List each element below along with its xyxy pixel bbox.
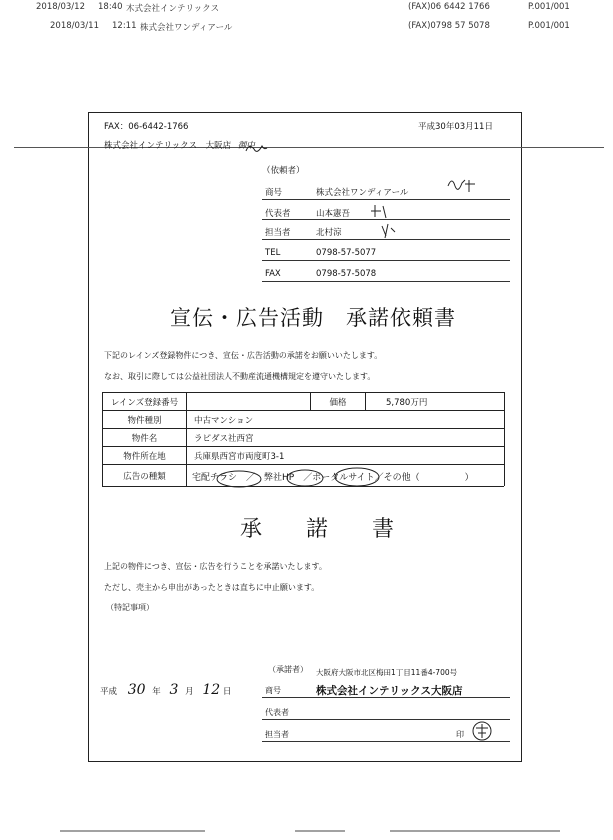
fax-header-date: 2018/03/12 <box>36 2 85 12</box>
consent-date-era: 平成 <box>100 687 118 697</box>
price-label: 価格 <box>329 398 347 408</box>
table-border <box>102 446 504 447</box>
addressee <box>104 139 255 151</box>
consent-date-month-unit: 月 <box>185 687 194 697</box>
consent-date-month: 3 <box>169 682 179 698</box>
property-type-value: 中古マンション <box>194 416 254 426</box>
underline <box>262 719 510 720</box>
price-value: 5,780万円 <box>386 398 428 408</box>
requester-label-fax: FAX <box>265 269 281 279</box>
document-title: 宣伝・広告活動 承諾依頼書 <box>170 306 456 330</box>
fax-header-page: P.001/001 <box>528 21 570 31</box>
underline <box>262 260 510 261</box>
requester-fax: 0798-57-5078 <box>316 269 377 279</box>
fax-header-sender: 株式会社ワンディアール <box>140 23 233 33</box>
underline <box>262 281 510 282</box>
requester-label-tel: TEL <box>265 248 281 258</box>
table-border <box>504 392 505 486</box>
underline <box>262 199 510 200</box>
consenter-company: 株式会社インテリックス大阪店 <box>316 685 463 697</box>
addressee-name: 株式会社インテリックス 大阪店 <box>104 141 232 151</box>
consenter-heading: （承諾者） <box>268 665 308 674</box>
consent-date-day: 12 <box>202 682 221 698</box>
ad-type-options: 宅配チラシ ／ 弊社HP ／ポータルサイト／その他（ ） <box>192 473 474 483</box>
property-name-value: ラピダス社西宮 <box>194 434 254 444</box>
document-date: 平成30年03月11日 <box>418 122 493 132</box>
consenter-company-label: 商号 <box>265 686 281 695</box>
table-border <box>186 392 187 486</box>
special-note: （特記事項） <box>106 603 154 612</box>
fax-header-sender: 木式会社インテリックス <box>126 4 220 14</box>
requester-heading: （依頼者） <box>262 166 305 176</box>
fax-header-time: 18:40 <box>98 2 123 12</box>
consent-date-day-unit: 日 <box>222 687 232 697</box>
property-name-label: 物件名 <box>131 434 158 444</box>
requester-tel: 0798-57-5077 <box>316 248 377 258</box>
table-border <box>102 464 504 465</box>
consenter-staff-label: 担当者 <box>265 730 289 739</box>
table-border <box>102 486 504 487</box>
consent-title: 承 諾 書 <box>240 517 395 542</box>
request-text-1: 下記のレインズ登録物件につき、宣伝・広告活動の承諾をお願いいたします。 <box>104 351 383 360</box>
table-border <box>102 410 504 411</box>
property-address-value: 兵庫県西宮市両度町3-1 <box>194 452 285 462</box>
requester-label-representative: 代表者 <box>265 209 291 219</box>
fax-header-fax: (FAX)06 6442 1766 <box>408 2 490 12</box>
fax-header-page: P.001/001 <box>528 2 570 12</box>
ad-type-label: 広告の種類 <box>123 472 166 482</box>
requester-representative: 山本憲吾 <box>316 209 351 219</box>
table-border <box>102 428 504 429</box>
addressee-suffix: 御中 <box>237 141 255 151</box>
consent-date-year: 30 <box>127 682 146 698</box>
underline <box>262 239 510 240</box>
requester-label-company: 商号 <box>265 188 283 198</box>
table-border <box>102 392 504 393</box>
requester-staff: 北村涼 <box>316 228 342 238</box>
fax-header-fax: (FAX)0798 57 5078 <box>408 21 490 31</box>
property-address-label: 物件所在地 <box>123 452 166 462</box>
reins-number-label: レインズ登録番号 <box>110 398 179 408</box>
consent-text-2: ただし、売主から申出があったときは直ちに中止願います。 <box>104 583 320 592</box>
underline <box>262 219 510 220</box>
requester-label-staff: 担当者 <box>265 228 291 238</box>
requester-company: 株式会社ワンディアール <box>316 188 409 198</box>
request-text-2: なお、取引に際しては公益社団法人不動産流通機構規定を遵守いたします。 <box>104 372 376 381</box>
fax-header-time: 12:11 <box>112 21 137 31</box>
consent-date-year-unit: 年 <box>152 687 161 697</box>
consenter-rep-label: 代表者 <box>265 708 289 717</box>
consent-text-1: 上記の物件につき、宣伝・広告を行うことを承諾いたします。 <box>104 562 327 571</box>
underline <box>262 741 510 742</box>
table-border <box>365 392 366 410</box>
consent-date <box>100 682 231 698</box>
consenter-seal-char: 印 <box>456 730 464 739</box>
property-type-label: 物件種別 <box>127 416 162 426</box>
fold-line <box>14 147 604 148</box>
consenter-address: 大阪府大阪市北区梅田1丁目11番4-700号 <box>316 668 458 677</box>
fax-number: FAX：06-6442-1766 <box>104 122 189 132</box>
underline <box>262 697 510 698</box>
fax-header-date: 2018/03/11 <box>50 21 99 31</box>
